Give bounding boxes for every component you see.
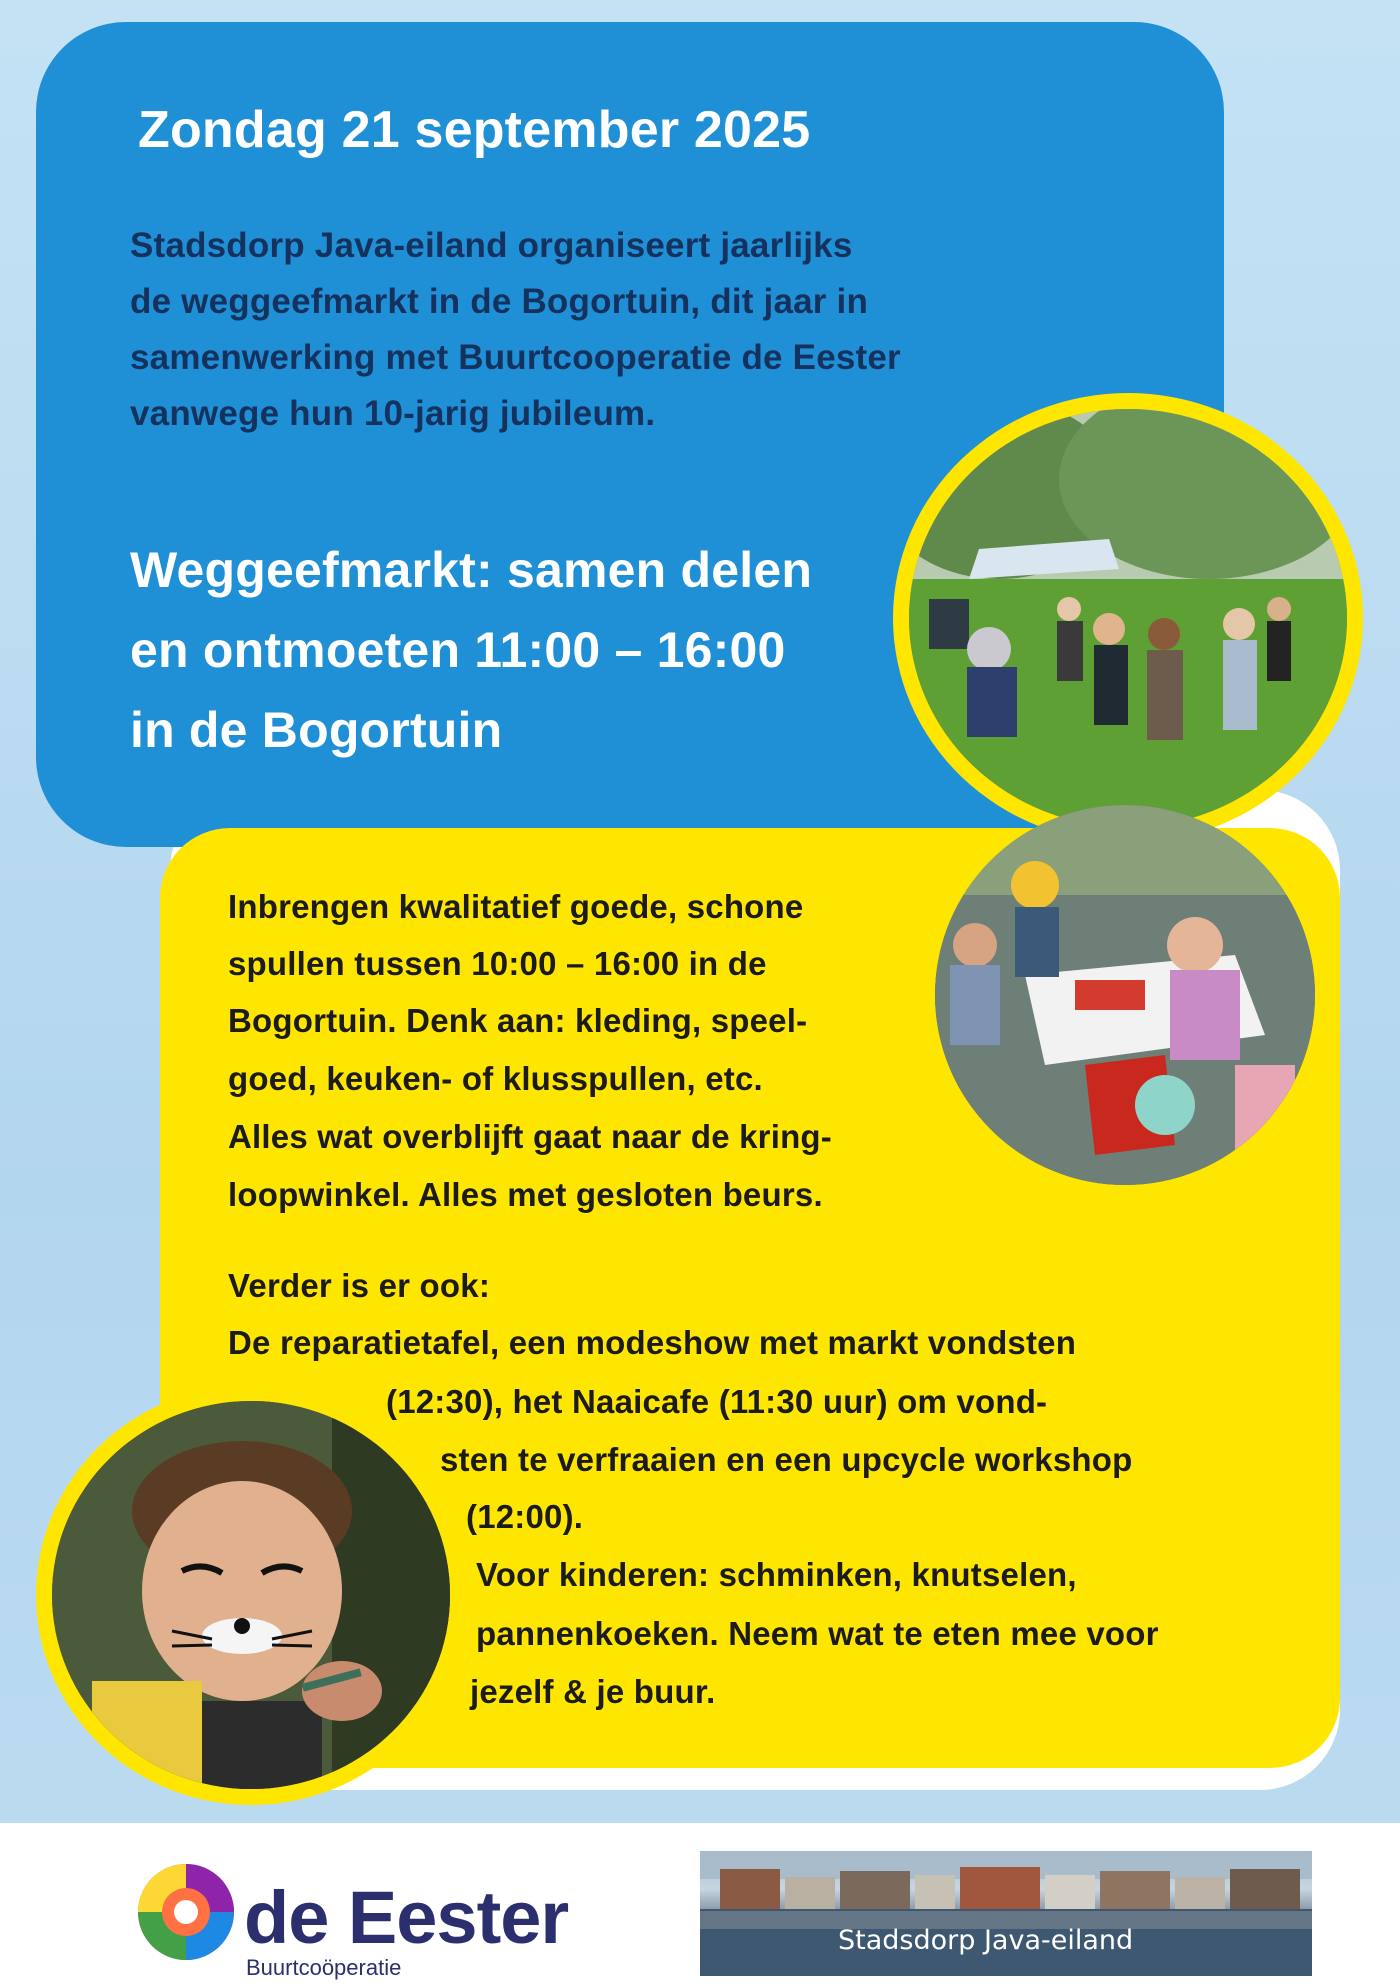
java-eiland-skyline-photo <box>700 1851 1312 1976</box>
extras-line: (12:00). <box>466 1498 584 1535</box>
market-crowd-photo <box>893 393 1363 843</box>
headline <box>130 530 910 770</box>
extras-line: (12:30), het Naaicafe (11:30 uur) om vond- <box>386 1383 1048 1420</box>
info-line: spullen tussen 10:00 – 16:00 in de <box>228 945 767 982</box>
info-line: Bogortuin. Denk aan: kleding, speel- <box>228 1002 808 1039</box>
extras-line: jezelf & je buur. <box>470 1673 716 1710</box>
eester-logo-icon <box>136 1862 236 1962</box>
eester-logo-subtitle: Buurtcoöperatie <box>246 1955 402 1980</box>
intro-line: de weggeefmarkt in de Bogortuin, dit jaar in <box>130 282 869 321</box>
intro-line: samenwerking met Buurtcooperatie de Eester <box>130 338 901 377</box>
java-eiland-label: Stadsdorp Java-eiland <box>838 1925 1134 1956</box>
intro-line: Stadsdorp Java-eiland organiseert jaarlijks <box>130 226 853 265</box>
extras-heading: Verder is er ook: <box>228 1267 491 1304</box>
eester-logo-name: de Eester <box>244 1876 569 1959</box>
extras-line: pannenkoeken. Neem wat te eten mee voor <box>476 1615 1159 1652</box>
extras-line: Voor kinderen: schminken, knutselen, <box>476 1556 1077 1593</box>
event-date: Zondag 21 september 2025 <box>138 101 811 159</box>
kids-crafting-photo <box>935 805 1315 1185</box>
info-line: loopwinkel. Alles met gesloten beurs. <box>228 1176 823 1213</box>
intro-line: vanwege hun 10-jarig jubileum. <box>130 394 656 433</box>
extras-line: De reparatietafel, een modeshow met markt vondsten <box>228 1324 1077 1361</box>
info-line: Alles wat overblijft gaat naar de kring- <box>228 1118 832 1155</box>
info-line: Inbrengen kwalitatief goede, schone <box>228 888 804 925</box>
extras-line: sten te verfraaien en een upcycle workshop <box>440 1441 1133 1478</box>
intro-text <box>130 218 1090 442</box>
headline-line: Weggeefmarkt: samen delen <box>130 542 813 598</box>
face-painting-photo <box>36 1385 466 1805</box>
headline-line: in de Bogortuin <box>130 702 503 758</box>
info-line: goed, keuken- of klusspullen, etc. <box>228 1060 763 1097</box>
headline-line: en ontmoeten 11:00 – 16:00 <box>130 622 786 678</box>
